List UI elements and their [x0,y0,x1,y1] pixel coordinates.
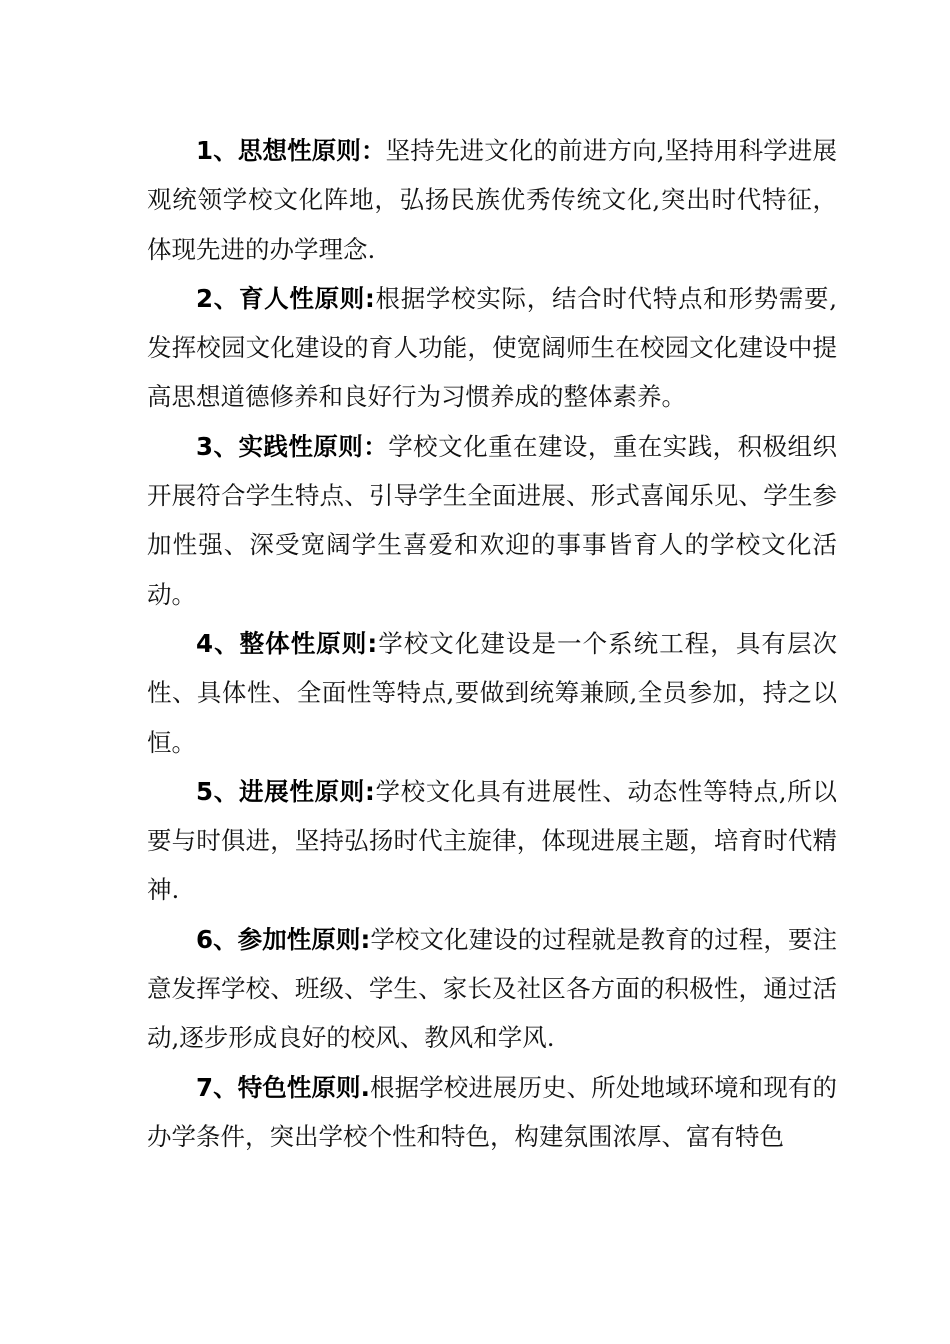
document-body [147,126,837,1161]
principle-heading-6: 6、参加性原则: [196,924,371,954]
principle-paragraph-5 [147,767,837,915]
principle-paragraph-7 [147,1063,837,1162]
principle-heading-5: 5、进展性原则: [196,776,375,806]
principle-text-2: 根据学校实际，结合时代特点和形势需要,发挥校园文化建设的育人功能，使宽阔师生在校园文化建设中提高思想道德修养和良好行为习惯养成的整体素养。 [147,283,837,412]
principle-heading-4: 4、整体性原则: [196,628,378,658]
principle-paragraph-4 [147,619,837,767]
principle-text-3: 学校文化重在建设，重在实践，积极组织开展符合学生特点、引导学生全面进展、形式喜闻乐见、学生参加性强、深受宽阔学生喜爱和欢迎的事事皆育人的学校文化活动。 [147,431,838,609]
principle-text-4: 学校文化建设是一个系统工程，具有层次性、具体性、全面性等特点,要做到统筹兼顾,全员参加，持之以恒。 [147,628,837,757]
principle-heading-3: 3、实践性原则： [196,431,389,461]
principle-paragraph-3 [147,422,837,619]
principle-text-1: 坚持先进文化的前进方向,坚持用科学进展观统领学校文化阵地，弘扬民族优秀传统文化,突出时代特征，体现先进的办学理念. [147,136,837,264]
principle-text-6: 学校文化建设的过程就是教育的过程，要注意发挥学校、班级、学生、家长及社区各方面的积极性，通过活动,逐步形成良好的校风、教风和学风. [147,924,837,1053]
principle-heading-1: 1、思想性原则： [196,136,386,165]
principle-text-5: 学校文化具有进展性、动态性等特点,所以要与时俱进，坚持弘扬时代主旋律，体现进展主题，培育时代精神. [147,776,837,905]
principle-paragraph-1 [147,126,837,274]
principle-text-7: 根据学校进展历史、所处地域环境和现有的办学条件，突出学校个性和特色，构建氛围浓厚、富有特色 [147,1072,837,1151]
principle-heading-7: 7、特色性原则. [196,1072,370,1102]
principle-heading-2: 2、育人性原则: [196,283,375,313]
principle-paragraph-2 [147,274,837,422]
principle-paragraph-6 [147,915,837,1063]
